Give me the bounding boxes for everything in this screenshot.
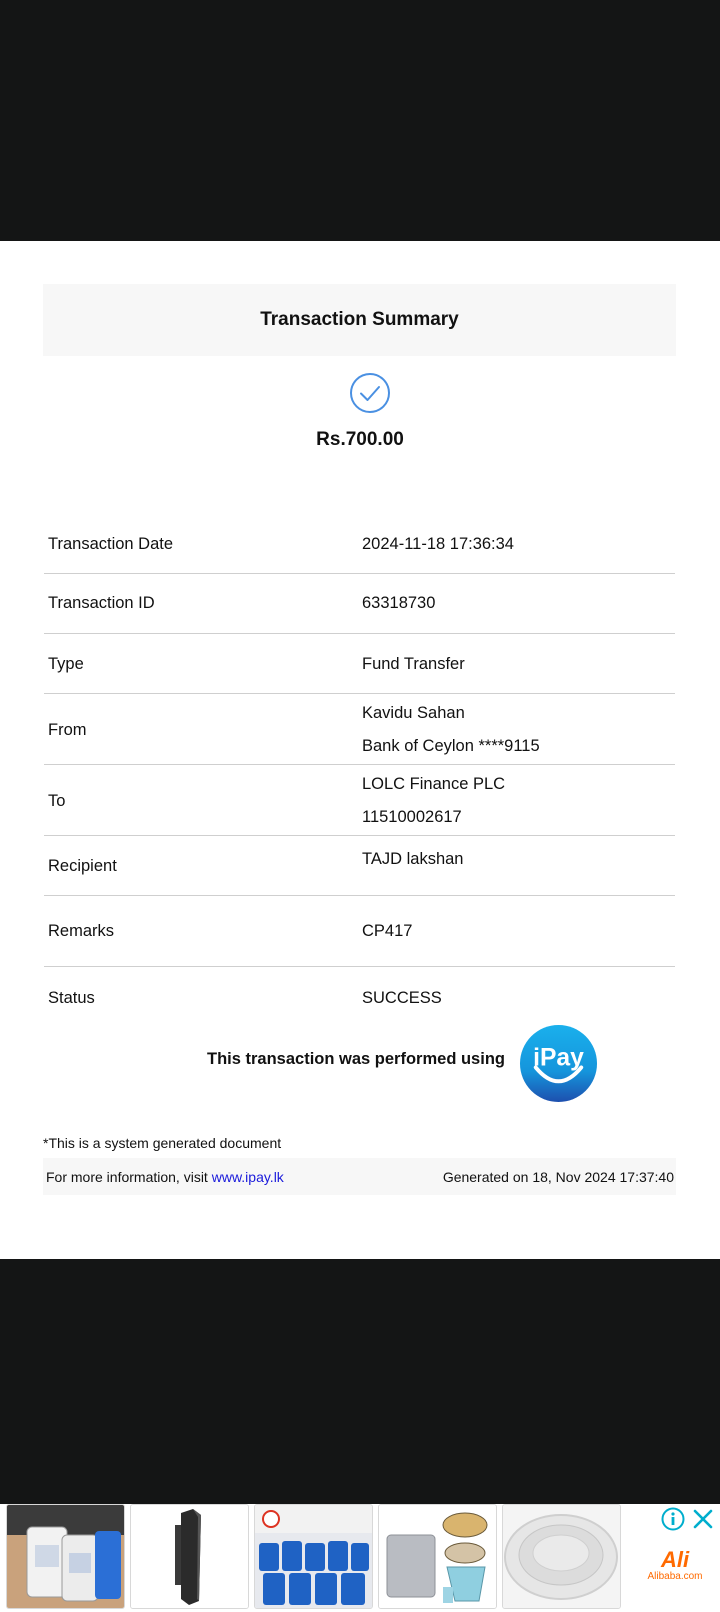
transaction-receipt	[0, 241, 720, 1259]
row-value: Fund Transfer	[362, 655, 465, 673]
row-label: Status	[48, 989, 95, 1007]
alibaba-logo-name: Alibaba.com	[647, 1571, 703, 1582]
alibaba-logo[interactable]	[640, 1549, 710, 1582]
page-title: Transaction Summary	[260, 309, 459, 330]
generated-timestamp: Generated on 18, Nov 2024 17:37:40	[442, 1169, 674, 1185]
row-value: 2024-11-18 17:36:34	[362, 535, 514, 553]
ad-close-icon[interactable]	[691, 1507, 715, 1531]
row-value-secondary: Bank of Ceylon ****9115	[362, 737, 540, 755]
row-label: Type	[48, 655, 84, 673]
blue-barrels-image	[255, 1505, 372, 1608]
aluminium-profile-image	[131, 1505, 248, 1608]
row-to	[44, 765, 675, 836]
row-recipient	[44, 836, 675, 896]
foil-bags-image	[379, 1505, 496, 1608]
row-type	[44, 634, 675, 694]
row-value: CP417	[362, 922, 413, 940]
row-label: Recipient	[48, 857, 117, 875]
row-label: From	[48, 721, 87, 739]
ad-tile-foil-bags[interactable]	[378, 1504, 497, 1609]
bottom-dark-area	[0, 1259, 720, 1504]
ad-tile-blue-barrels[interactable]	[254, 1504, 373, 1609]
row-transaction-date	[44, 514, 675, 574]
row-label: Transaction Date	[48, 535, 174, 553]
performed-using-text: This transaction was performed using	[207, 1050, 505, 1068]
row-from	[44, 694, 675, 765]
row-value: TAJD lakshan	[362, 850, 464, 868]
more-info-prefix: For more information, visit	[46, 1169, 212, 1185]
row-label: Remarks	[48, 922, 115, 940]
row-value: LOLC Finance PLC	[362, 775, 506, 793]
row-value: 63318730	[362, 594, 436, 612]
alibaba-logo-mark: Ali	[660, 1547, 690, 1572]
summary-header	[43, 284, 676, 356]
row-value: SUCCESS	[362, 989, 442, 1007]
row-status	[44, 967, 675, 1019]
more-info-text	[46, 1169, 284, 1185]
receipt-footer	[43, 1158, 676, 1195]
ipay-logo	[519, 1024, 598, 1103]
row-value-secondary: 11510002617	[362, 808, 462, 826]
ad-tile-clear-trays[interactable]	[502, 1504, 621, 1609]
ipay-logo-text: iPay	[533, 1044, 584, 1072]
ipay-website-link[interactable]: www.ipay.lk	[211, 1169, 284, 1185]
row-transaction-id	[44, 574, 675, 634]
ad-banner[interactable]	[0, 1504, 720, 1612]
system-note: *This is a system generated document	[43, 1135, 282, 1151]
ad-info-icon[interactable]	[661, 1507, 685, 1531]
transaction-amount: Rs.700.00	[316, 429, 404, 450]
row-remarks	[44, 896, 675, 967]
top-dark-area	[0, 0, 720, 241]
clear-trays-image	[503, 1505, 620, 1608]
ad-tile-aluminium-profile[interactable]	[130, 1504, 249, 1609]
ad-tile-chemical-jugs[interactable]	[6, 1504, 125, 1609]
check-circle-icon	[349, 372, 391, 414]
row-label: To	[48, 792, 66, 810]
chemical-jugs-image	[7, 1505, 124, 1608]
row-label: Transaction ID	[48, 594, 155, 612]
transaction-details	[44, 514, 675, 1019]
row-value: Kavidu Sahan	[362, 704, 465, 722]
